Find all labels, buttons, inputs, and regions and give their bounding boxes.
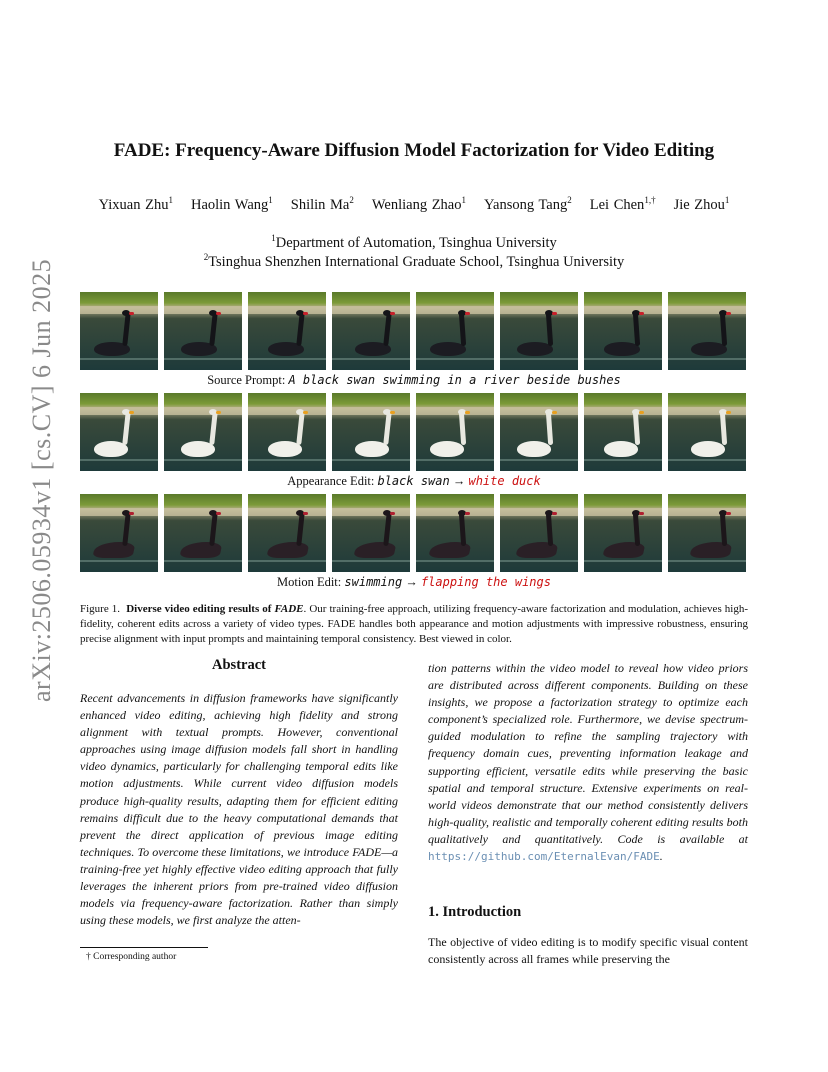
video-frame xyxy=(164,494,242,572)
water-ripple xyxy=(332,358,410,360)
swan-beak xyxy=(726,411,731,414)
video-frame xyxy=(164,393,242,471)
source-prompt-text: A black swan swimming in a river beside bushes xyxy=(288,373,621,387)
swan-beak xyxy=(216,312,221,315)
swan-beak xyxy=(639,312,644,315)
author-affiliation-marker: 2 xyxy=(349,195,354,205)
affiliation-1 xyxy=(60,233,768,252)
video-frame xyxy=(332,292,410,370)
source-prompt-caption xyxy=(60,373,768,388)
swan-neck xyxy=(209,312,218,346)
water-ripple xyxy=(248,459,326,461)
swan-beak xyxy=(303,411,308,414)
river-bank xyxy=(500,306,578,314)
swan-beak xyxy=(303,512,308,515)
figure-caption-method: FADE xyxy=(274,603,304,615)
affiliation-1-text: Department of Automation, Tsinghua University xyxy=(275,234,557,251)
author-name: Haolin Wang xyxy=(190,196,269,213)
swan-beak xyxy=(465,411,470,414)
appearance-edit-caption xyxy=(60,474,768,489)
author-2 xyxy=(191,197,273,213)
video-frame xyxy=(500,292,578,370)
motion-edit-caption xyxy=(60,575,768,590)
video-frame xyxy=(332,494,410,572)
author-1 xyxy=(99,197,173,213)
abstract-right-column xyxy=(428,660,748,865)
footnote: † Corresponding author xyxy=(86,952,177,962)
swan-neck xyxy=(209,512,218,546)
figure-caption-label: Figure 1. xyxy=(80,603,121,615)
swan-body xyxy=(179,542,222,558)
author-affiliation-marker: 1 xyxy=(268,195,273,205)
swan-body xyxy=(517,441,551,457)
swan-neck xyxy=(633,411,640,445)
water-ripple xyxy=(164,459,242,461)
water-ripple xyxy=(668,358,746,360)
water-ripple xyxy=(332,459,410,461)
appearance-edit-label: Appearance Edit: xyxy=(287,474,375,488)
motion-frames-row xyxy=(80,494,746,572)
river-bank xyxy=(248,508,326,516)
video-frame xyxy=(668,494,746,572)
swan-neck xyxy=(209,411,218,445)
video-frame xyxy=(416,494,494,572)
swan-body xyxy=(92,542,135,558)
abstract-left-column: Recent advancements in diffusion frameworks have significantly enhanced video editing, achieving high fidelity and strong alignment with textual prompts. However, conventional approaches using image diffusion models fall short in handling video dynamics, particularly for challenging temporal edits like motion adjustments. While current video diffusion models produce high-quality results, adapting them for efficient editing remains difficult due to the heavy computational demands that prevent the direct application of previous image editing techniques. To overcome these limitations, we introduce FADE—a training-free yet highly effective video editing approach that fully leverages the inherent priors from pre-trained video diffusion models via frequency-aware factorization. Rather than simply using these models, we first analyze the atten- xyxy=(80,691,398,928)
swan-body xyxy=(353,542,396,558)
swan-neck xyxy=(720,312,727,346)
river-bank xyxy=(668,508,746,516)
river-bank xyxy=(500,407,578,415)
video-frame xyxy=(500,494,578,572)
appearance-edit-to: white duck xyxy=(468,474,541,488)
abstract-right-text: tion patterns within the video model to reveal how video priors are distributed across different components. Building on these insights, we propose a factorization strategy to optimize each component’s specialized role. Furthermore, we devise spectrum-guided modulation to refine the sampling trajectory with frequency domain cues, preventing information leakage and supporting efficient, versatile edits while preserving the basic spatial and temporal structure. Extensive experiments on real-world videos demonstrate that our method consistently delivers high-quality, realistic and temporally coherent editing results both qualitatively and quantitatively. Code is available at xyxy=(428,661,748,846)
author-affiliation-marker: 1 xyxy=(168,195,173,205)
affiliation-1-marker: 1 xyxy=(271,233,276,243)
swan-neck xyxy=(546,411,553,445)
water-ripple xyxy=(332,560,410,562)
water-ripple xyxy=(416,560,494,562)
river-bank xyxy=(248,306,326,314)
author-affiliation-marker: 1 xyxy=(724,195,730,205)
swan-beak xyxy=(465,312,470,315)
water-ripple xyxy=(500,560,578,562)
figure-caption-bold: Diverse video editing results of xyxy=(126,603,272,615)
swan-neck xyxy=(296,512,305,546)
video-frame xyxy=(248,494,326,572)
video-frame xyxy=(248,393,326,471)
river-bank xyxy=(584,407,662,415)
swan-beak xyxy=(726,312,731,315)
author-name: Shilin Ma xyxy=(290,196,350,213)
river-bank xyxy=(416,508,494,516)
video-frame xyxy=(80,494,158,572)
swan-neck xyxy=(296,312,305,346)
swan-neck xyxy=(122,411,131,445)
code-link[interactable]: https://github.com/EternalEvan/FADE xyxy=(428,850,660,864)
appearance-edit-arrow: → xyxy=(452,474,466,488)
river-bank xyxy=(500,508,578,516)
video-frame xyxy=(500,393,578,471)
author-7 xyxy=(674,197,730,213)
swan-beak xyxy=(303,312,308,315)
swan-beak xyxy=(465,512,470,515)
river-bank xyxy=(416,306,494,314)
swan-body xyxy=(430,441,464,457)
river-bank xyxy=(416,407,494,415)
swan-neck xyxy=(633,312,640,346)
swan-neck xyxy=(459,512,466,546)
river-bank xyxy=(248,407,326,415)
swan-neck xyxy=(122,512,131,546)
video-frame xyxy=(584,393,662,471)
author-4 xyxy=(372,197,466,213)
river-bank xyxy=(668,407,746,415)
swan-neck xyxy=(383,512,392,546)
author-list xyxy=(60,195,768,214)
river-bank xyxy=(164,407,242,415)
arxiv-identifier: arXiv:2506.05934v1 [cs.CV] 6 Jun 2025 xyxy=(27,258,56,702)
swan-neck xyxy=(459,411,466,445)
swan-neck xyxy=(383,312,392,346)
source-prompt-label: Source Prompt: xyxy=(207,373,286,387)
water-ripple xyxy=(80,358,158,360)
swan-body xyxy=(266,542,309,558)
river-bank xyxy=(668,306,746,314)
swan-neck xyxy=(296,411,305,445)
appearance-frames-row xyxy=(80,393,746,471)
swan-neck xyxy=(546,512,553,546)
author-name: Lei Chen xyxy=(589,196,645,213)
author-6 xyxy=(590,197,656,213)
video-frame xyxy=(80,292,158,370)
water-ripple xyxy=(584,459,662,461)
author-affiliation-marker: 1,† xyxy=(644,195,656,205)
swan-neck xyxy=(720,411,727,445)
swan-neck xyxy=(633,512,640,546)
swan-neck xyxy=(383,411,392,445)
video-frame xyxy=(416,292,494,370)
author-3 xyxy=(291,197,354,213)
author-affiliation-marker: 2 xyxy=(567,195,572,205)
water-ripple xyxy=(584,358,662,360)
swan-beak xyxy=(552,512,557,515)
author-5 xyxy=(484,197,572,213)
affiliation-2-marker: 2 xyxy=(203,252,209,262)
water-ripple xyxy=(248,560,326,562)
water-ripple xyxy=(668,459,746,461)
swan-beak xyxy=(552,411,557,414)
swan-body xyxy=(691,441,725,457)
swan-beak xyxy=(726,512,731,515)
motion-edit-arrow: → xyxy=(405,575,418,589)
swan-neck xyxy=(720,512,727,546)
swan-beak xyxy=(639,512,644,515)
motion-edit-to: flapping the wings xyxy=(420,575,551,589)
river-bank xyxy=(332,306,410,314)
video-frame xyxy=(584,292,662,370)
swan-beak xyxy=(216,411,221,414)
water-ripple xyxy=(668,560,746,562)
water-ripple xyxy=(80,560,158,562)
swan-beak xyxy=(129,512,134,515)
river-bank xyxy=(164,508,242,516)
water-ripple xyxy=(164,560,242,562)
swan-beak xyxy=(216,512,221,515)
paper-title: FADE: Frequency-Aware Diffusion Model Factorization for Video Editing xyxy=(113,140,715,161)
river-bank xyxy=(80,508,158,516)
source-frames-row xyxy=(80,292,746,370)
affiliation-2-text: Tsinghua Shenzhen International Graduate School, Tsinghua University xyxy=(208,253,625,270)
video-frame xyxy=(416,393,494,471)
video-frame xyxy=(164,292,242,370)
river-bank xyxy=(332,508,410,516)
author-name: Wenliang Zhao xyxy=(371,196,462,213)
river-bank xyxy=(584,508,662,516)
water-ripple xyxy=(584,560,662,562)
swan-neck xyxy=(546,312,553,346)
motion-edit-label: Motion Edit: xyxy=(277,575,342,589)
swan-beak xyxy=(390,411,395,414)
abstract-heading: Abstract xyxy=(212,657,266,673)
video-frame xyxy=(332,393,410,471)
figure-caption-text: . Our training-free approach, utilizing frequency-aware factorization and modulation, achieves high-fidelity, coherent edits across a variety of video types. FADE handles both appearance and motion adjustments with impressive robustness, ensuring precise alignment with input prompts and maintaining temporal consistency. Best viewed in color. xyxy=(80,603,749,645)
video-frame xyxy=(80,393,158,471)
video-frame xyxy=(248,292,326,370)
motion-edit-from: swimming xyxy=(344,575,403,589)
swan-neck xyxy=(122,312,131,346)
swan-body xyxy=(604,441,638,457)
author-affiliation-marker: 1 xyxy=(461,195,466,205)
introduction-text: The objective of video editing is to modify specific visual content consistently across all frames while preserving the xyxy=(428,935,748,967)
river-bank xyxy=(584,306,662,314)
river-bank xyxy=(80,306,158,314)
swan-beak xyxy=(552,312,557,315)
river-bank xyxy=(80,407,158,415)
introduction-heading: 1. Introduction xyxy=(428,904,522,920)
footnote-rule xyxy=(80,947,208,948)
river-bank xyxy=(164,306,242,314)
swan-beak xyxy=(129,411,134,414)
figure-caption xyxy=(80,602,748,647)
water-ripple xyxy=(416,358,494,360)
author-name: Yixuan Zhu xyxy=(98,196,169,213)
affiliation-2 xyxy=(60,252,768,271)
water-ripple xyxy=(500,459,578,461)
swan-beak xyxy=(639,411,644,414)
author-name: Jie Zhou xyxy=(673,196,725,213)
abstract-end-period: . xyxy=(659,849,663,864)
river-bank xyxy=(332,407,410,415)
water-ripple xyxy=(416,459,494,461)
appearance-edit-from: black swan xyxy=(377,474,450,488)
water-ripple xyxy=(500,358,578,360)
author-name: Yansong Tang xyxy=(484,196,568,213)
video-frame xyxy=(668,393,746,471)
swan-beak xyxy=(129,312,134,315)
swan-beak xyxy=(390,312,395,315)
swan-beak xyxy=(390,512,395,515)
video-frame xyxy=(584,494,662,572)
water-ripple xyxy=(80,459,158,461)
swan-neck xyxy=(459,312,466,346)
water-ripple xyxy=(248,358,326,360)
video-frame xyxy=(668,292,746,370)
water-ripple xyxy=(164,358,242,360)
